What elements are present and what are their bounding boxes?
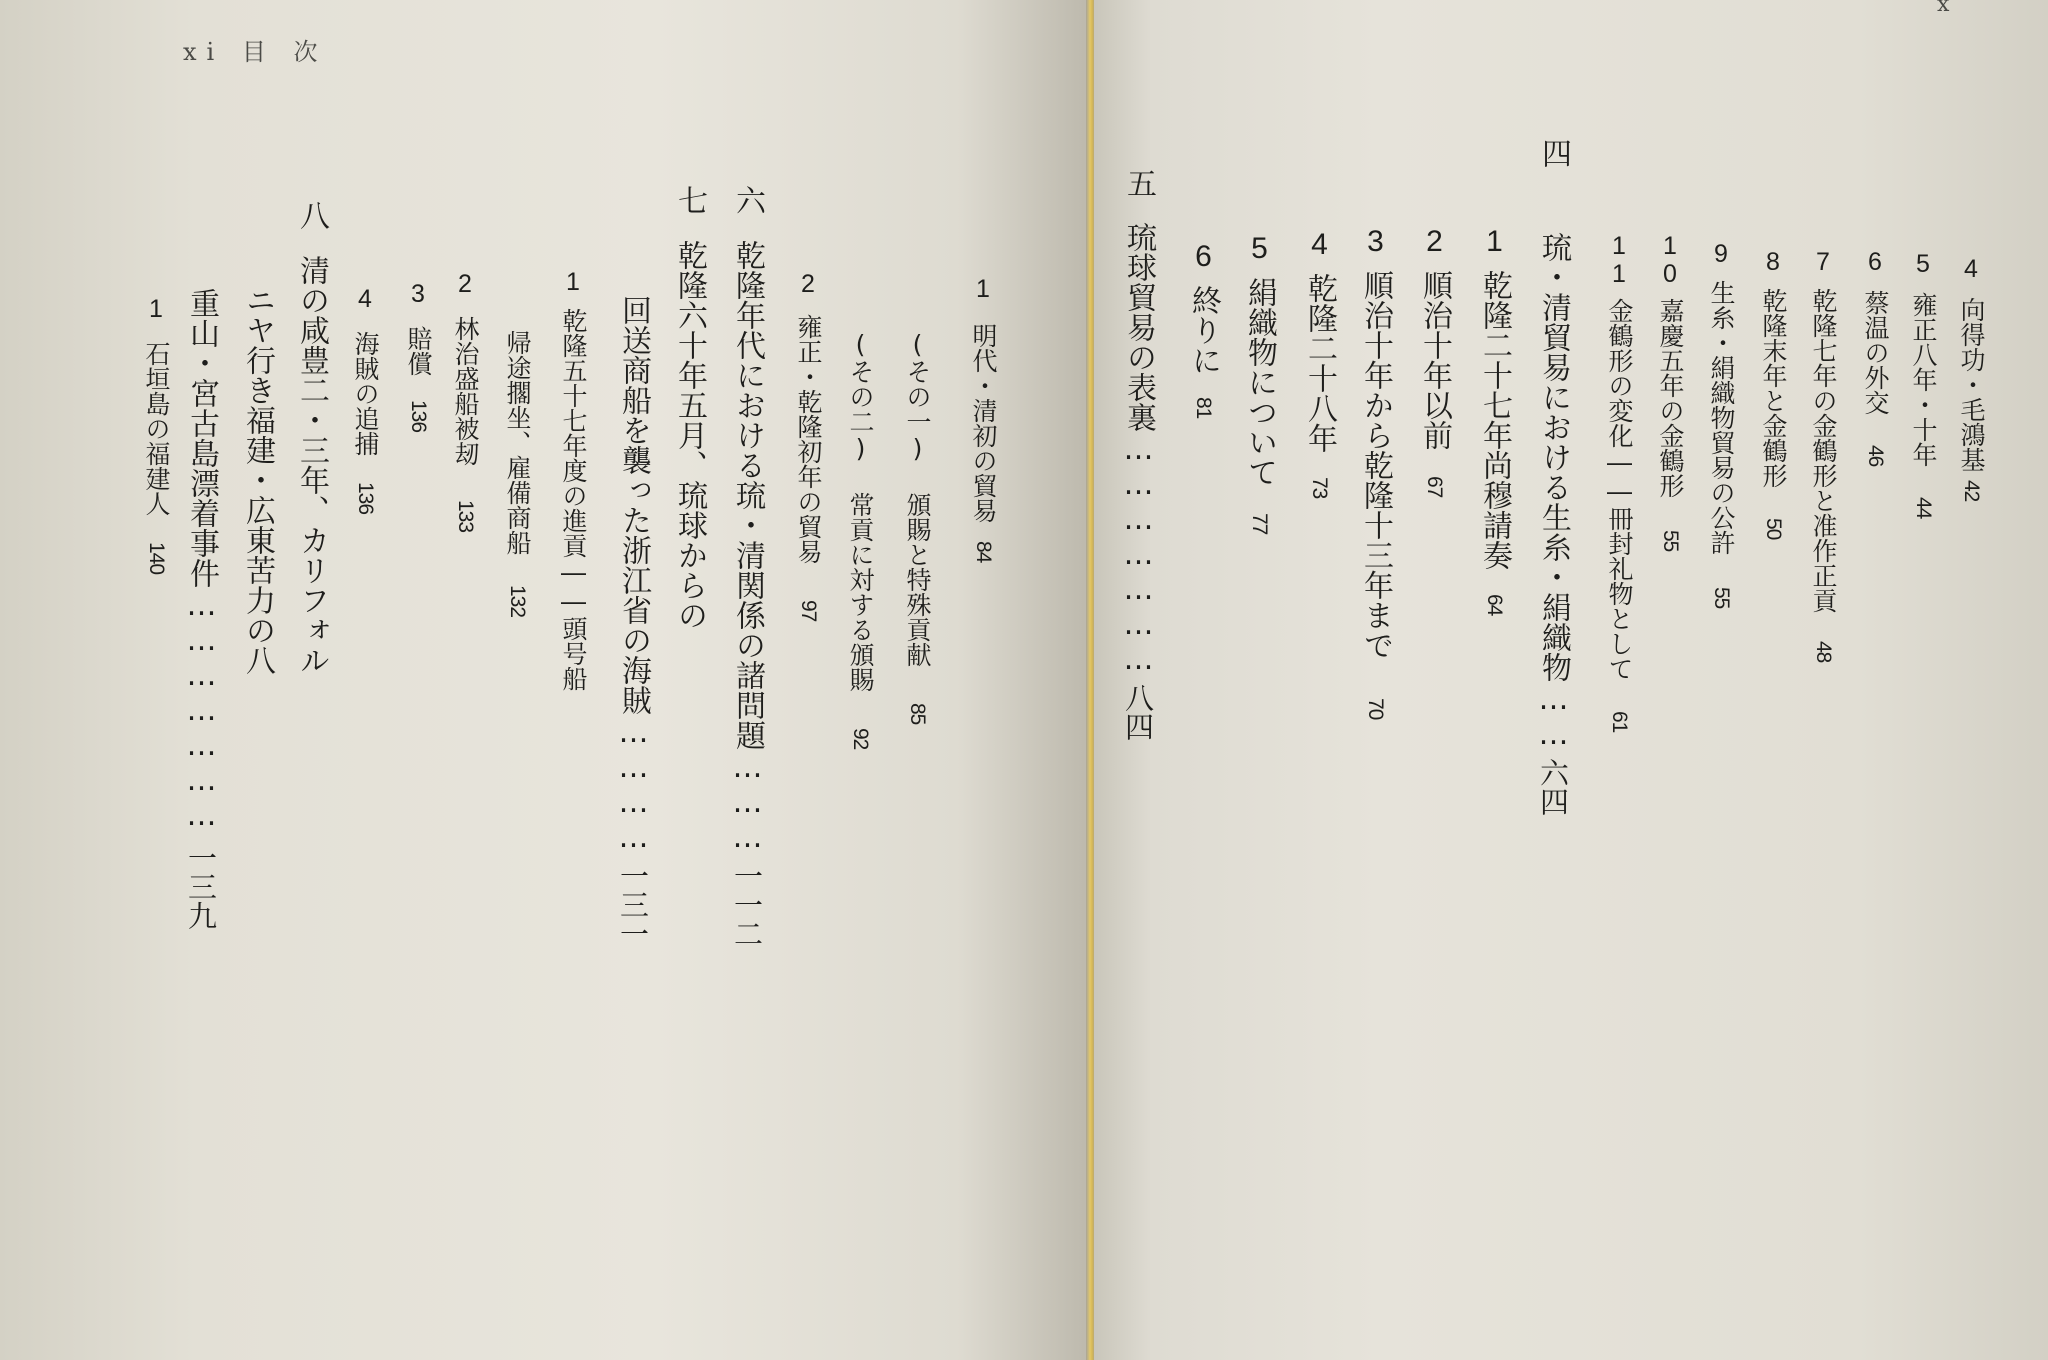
- section-heading: 七: [672, 185, 707, 215]
- toc-entry: 11金鶴形の変化――冊封礼物として61: [1605, 232, 1634, 733]
- toc-entry: 10嘉慶五年の金鶴形55: [1656, 232, 1685, 552]
- toc-entry: (その一) 頒賜と特殊貢献85: [903, 330, 932, 725]
- toc-entry: 清の咸豊二・三年、カリフォル: [294, 255, 329, 675]
- toc-entry: 琉球貿易の表裏…………………八四: [1121, 222, 1156, 741]
- toc-entry: 帰途擱坐、雇備商船132: [503, 330, 532, 618]
- toc-entry: 重山・宮古島漂着事件…………………一三九: [184, 288, 219, 930]
- toc-entry: 4海賊の追捕136: [351, 285, 380, 515]
- running-head-right: x: [1937, 0, 1960, 17]
- toc-entry: 9生糸・絹織物貿易の公許55: [1707, 240, 1736, 609]
- toc-entry: 1乾隆二十七年尚穆請奏64: [1477, 225, 1512, 616]
- toc-entry: 2林治盛船被刼133: [451, 270, 480, 533]
- section-heading: 四: [1536, 138, 1571, 168]
- toc-entry: ニヤ行き福建・広東苦力の八: [240, 285, 275, 675]
- section-heading: 六: [730, 185, 765, 215]
- toc-entry: 3賠償136: [404, 280, 433, 433]
- section-heading: 五: [1121, 168, 1156, 198]
- section-heading: 八: [294, 200, 329, 230]
- toc-entry: 1石垣島の福建人140: [142, 295, 171, 575]
- toc-entry: 7乾隆七年の金鶴形と准作正貢48: [1809, 248, 1838, 663]
- toc-entry: 6蔡温の外交46: [1861, 248, 1890, 467]
- toc-entry: 4向得功・毛鴻基42: [1957, 255, 1986, 502]
- toc-entry: 5雍正八年・十年44: [1909, 250, 1938, 519]
- toc-entry: 2雍正・乾隆初年の貿易97: [794, 270, 823, 622]
- toc-entry: (その二) 常貢に対する頒賜92: [846, 330, 875, 750]
- toc-entry: 琉・清貿易における生糸・絹織物……六四: [1536, 232, 1571, 816]
- toc-entry: 乾隆六十年五月、琉球からの: [672, 240, 707, 630]
- toc-entry: 4乾隆二十八年73: [1302, 228, 1337, 499]
- toc-entry: 1明代・清初の貿易84: [969, 275, 998, 563]
- toc-entry: 2順治十年以前67: [1417, 225, 1452, 498]
- toc-entry: 3順治十年から乾隆十三年まで70: [1358, 225, 1393, 720]
- toc-entry: 1乾隆五十七年度の進貢――頭号船: [559, 268, 588, 691]
- running-head-left: xi 目 次: [183, 38, 328, 66]
- toc-entry: 6終りに81: [1186, 240, 1221, 419]
- right-page: [1094, 0, 2048, 1360]
- toc-entry: 乾隆年代における琉・清関係の諸問題………一一二: [730, 240, 765, 948]
- toc-entry: 8乾隆末年と金鶴形50: [1759, 248, 1788, 540]
- toc-entry: 回送商船を襲った浙江省の海賊…………一三一: [616, 295, 651, 948]
- toc-entry: 5絹織物について77: [1242, 232, 1277, 535]
